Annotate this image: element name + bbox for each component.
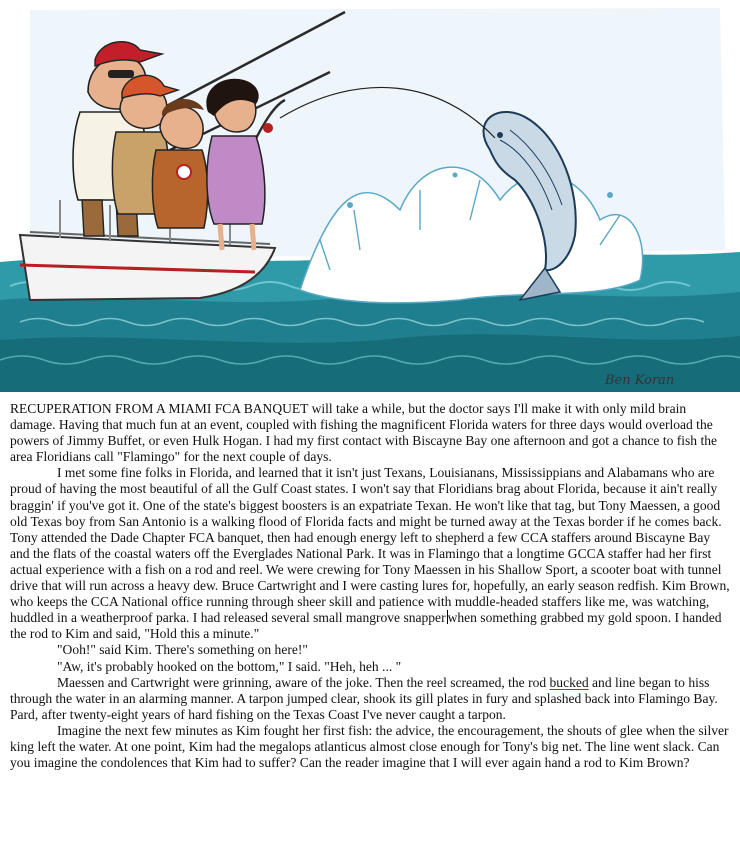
article-paragraph-5-text-a: Maessen and Cartwright were grinning, aware of the joke. Then the reel screamed, the rod bbox=[57, 674, 550, 690]
article-lead-caps: RECUPERATION FROM A MIAMI FCA BANQUET bbox=[10, 401, 309, 416]
fishing-cartoon-illustration bbox=[0, 0, 740, 398]
article-paragraph-5 bbox=[10, 675, 732, 723]
article-paragraph-1 bbox=[10, 401, 732, 465]
article-paragraph-2 bbox=[10, 465, 732, 642]
article-paragraph-4: "Aw, it's probably hooked on the bottom," I said. "Heh, heh ... " bbox=[57, 658, 402, 674]
fishing-cartoon-drawing bbox=[0, 0, 740, 398]
article-paragraph-3: "Ooh!" said Kim. There's something on here!" bbox=[57, 642, 308, 658]
article-paragraph-2-text-a: I met some fine folks in Florida, and learned that it isn't just Texans, Louisianans, Mississippians and Alabamans who are proud of having the most beautiful of all the Gulf Coast states. I won't say that Floridians brag about Florida, because it ain't really braggin' if you've got it. One of the state's biggest boosters is an expatriate Texan. He won't like that tag, but Tony Maessen, a good old Texas boy from San Antonio is a walking flood of Florida facts and might be turned away at the Texas border if he comes back. Tony attended the Dade Chapter FCA banquet, then had enough energy left to shepherd a few CCA staffers around Biscayne Bay and the flats of the coastal waters off the Everglades National Park. It was in Flamingo that a longtime GCCA staffer had her first actual experience with a fish on a rod and reel. We were crewing for Tony Maessen in his Shallow Sport, a scooter boat with tunnel drive that will run across a heavy dew. Bruce Cartwright and I were casting lures for, hopefully, an early season redfish. Kim Brown, who keeps the CCA National office running through sheer skill and patience with muddle-headed staffers like me, was watching, huddled in a weatherproof parka. I had released several small mangrove snapper bbox=[10, 465, 730, 626]
artist-signature: Ben Koran bbox=[605, 373, 675, 388]
article-body bbox=[10, 401, 732, 771]
article-paragraph-6: Imagine the next few minutes as Kim fought her first fish: the advice, the encouragement, the shouts of glee when the silver king left the water. At one point, Kim had the megalops atlanticus almost close enough for Tony's big net. The line went slack. Can you imagine the condolences that Kim had to suffer? Can the reader imagine that I will ever again hand a rod to Kim Brown? bbox=[10, 722, 729, 771]
spellcheck-underlined-word[interactable]: bucked bbox=[549, 674, 589, 690]
article-paragraph-5-text-b: and line began to hiss through the water in an alarming manner. A tarpon jumped clear, shook its gill plates in fury and splashed back into Flamingo Bay. Pard, after twenty-eight years of hard fishing on the Texas Coast I've never caught a tarpon. bbox=[10, 674, 718, 722]
article-paragraph-2-text-b: when something grabbed my gold spoon. I handed the rod to Kim and said, "Hold this a minute." bbox=[10, 610, 722, 642]
article-paragraph-1-text: will take a while, but the doctor says I'll make it with only mild brain damage. Having that much fun at an event, coupled with fishing the magnificent Florida waters for three days would overload the powers of Jimmy Buffet, or even Hulk Hogan. I had my first contact with Biscayne Bay one afternoon and got a chance to fish the area Floridians call "Flamingo" for the next couple of days. bbox=[10, 401, 718, 465]
